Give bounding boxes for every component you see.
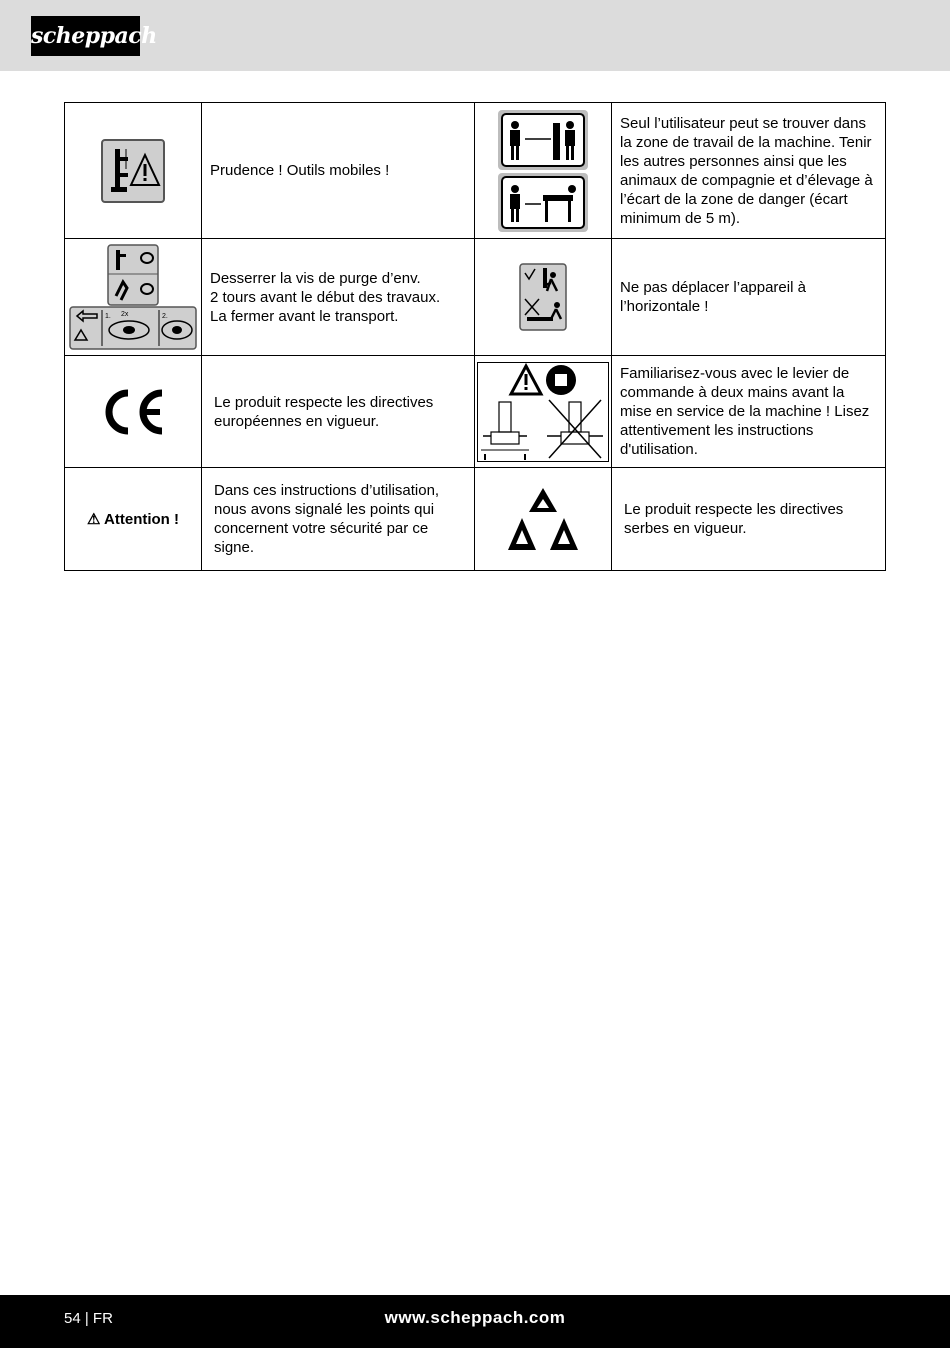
step-one-label: 1. — [105, 313, 111, 320]
no-horizontal-icon-cell — [475, 239, 612, 356]
step-two-label: 2. — [162, 313, 168, 320]
no-horizontal-text: Ne pas déplacer l’appareil à l’horizontale ! — [612, 239, 886, 356]
work-zone-icon-cell — [475, 103, 612, 239]
moving-tools-warning-icon — [69, 139, 197, 203]
table-row — [65, 356, 886, 468]
table-row — [65, 103, 886, 239]
two-turns-label: 2x — [121, 311, 129, 318]
attention-label: ⚠ Attention ! — [86, 510, 180, 528]
symbol-table — [64, 102, 886, 571]
serbian-directive-text: Le produit respecte les directives serbes en vigueur. — [612, 468, 886, 571]
work-zone-text: Seul l’utilisateur peut se trouver dans la zone de travail de la machine. Tenir les autres personnes ainsi que les animaux de compagnie et d’élevage à l’écart de la zone de danger (écart minimum de 5 m). — [612, 103, 886, 239]
page-footer — [0, 1295, 950, 1348]
serbian-conformity-triangles-icon — [479, 486, 607, 552]
serbian-mark-icon-cell — [475, 468, 612, 571]
vent-screw-icon-cell — [65, 239, 202, 356]
two-hand-lever-text: Familiarisez-vous avec le levier de commande à deux mains avant la mise en service de la machine ! Lisez attentivement les instructions d'utilisation. — [612, 356, 886, 468]
keep-distance-icon — [479, 109, 607, 233]
two-hand-lever-icon — [477, 362, 609, 462]
attention-text: Dans ces instructions d’utilisation, nous avons signalé les points qui concernent votre sécurité par ce signe. — [202, 468, 475, 571]
table-row — [65, 468, 886, 571]
table-row — [65, 239, 886, 356]
ce-icon-cell — [65, 356, 202, 468]
page-number: 54 | FR — [64, 1310, 113, 1327]
website-link[interactable]: www.scheppach.com — [384, 1308, 566, 1327]
ce-mark-icon — [69, 388, 197, 436]
attention-cell — [65, 468, 202, 571]
vent-screw-icon — [69, 244, 197, 350]
page-header — [0, 0, 950, 71]
moving-tools-icon-cell — [65, 103, 202, 239]
brand-logo: scheppach — [31, 16, 140, 56]
vent-screw-instructions: Desserrer la vis de purge d’env. 2 tours avant le début des travaux. La fermer avant le transport. — [210, 269, 441, 325]
vent-screw-text — [202, 239, 475, 356]
ce-text: Le produit respecte les directives européennes en vigueur. — [202, 356, 475, 468]
moving-tools-text: Prudence ! Outils mobiles ! — [202, 103, 475, 239]
two-hand-lever-icon-cell — [475, 356, 612, 468]
no-horizontal-move-icon — [479, 263, 607, 331]
